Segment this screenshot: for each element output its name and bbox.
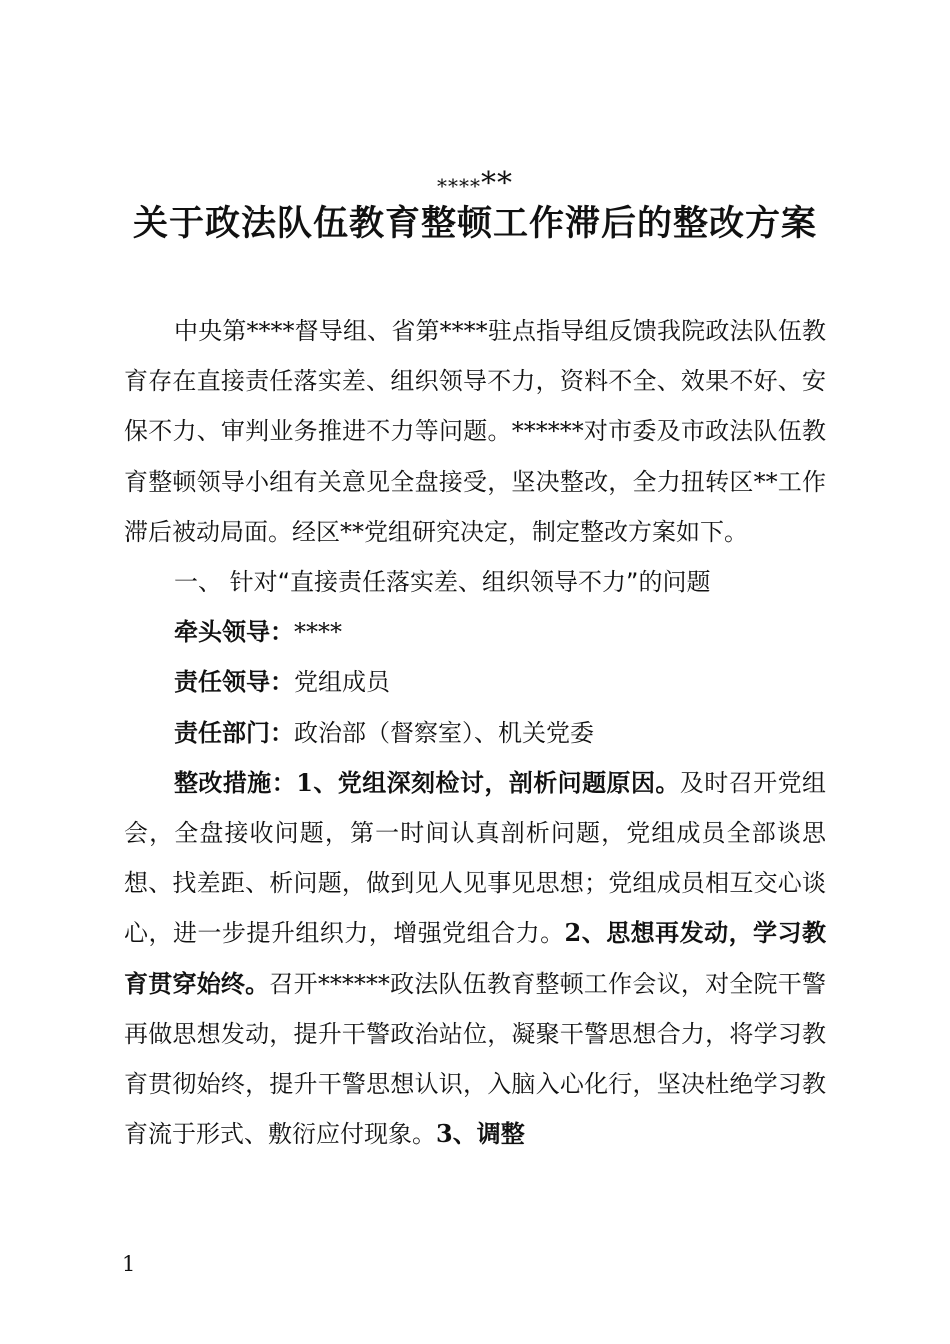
measure-1-title: 1、党组深刻检讨，剖析问题原因。: [296, 767, 680, 797]
lead-leader-value: ****: [294, 618, 342, 647]
page-number: 1: [122, 1252, 136, 1276]
responsible-leader-value: 党组成员: [294, 668, 390, 697]
subtitle-mask-suffix: **: [481, 166, 513, 201]
measures-label: 整改措施：: [174, 767, 297, 797]
document-body: [124, 306, 826, 1159]
section-heading: 一、 针对“直接责任落实差、组织领导不力”的问题: [174, 568, 711, 597]
responsible-department-line: [124, 708, 826, 758]
document-subtitle: [0, 166, 950, 204]
lead-leader-line: [124, 607, 826, 657]
intro-paragraph: 中央第****督导组、省第****驻点指导组反馈我院政法队伍教育存在直接责任落实差、组织领导不力，资料不全、效果不好、安保不力、审判业务推进不力等问题。******对市委及市政法队伍教育整顿领导小组有关意见全盘接受，坚决整改，全力扭转区**工作滞后被动局面。经区**党组研究决定，制定整改方案如下。: [124, 317, 826, 546]
measures-paragraph: [124, 758, 826, 1160]
measure-2-title: 2、思想再发动，学习教育贯穿始终。: [124, 918, 826, 998]
responsible-department-value: 政治部（督察室）、机关党委: [294, 718, 594, 747]
measure-1-text: 及时召开党组会，全盘接收问题，第一时间认真剖析问题，党组成员全部谈思想、找差距、析问题，做到见人见事见思想；党组成员相互交心谈心，进一步提升组织力，增强党组合力。: [124, 768, 827, 948]
document-title: 关于政法队伍教育整顿工作滞后的整改方案: [132, 203, 817, 244]
subtitle-mask: ****: [437, 174, 481, 198]
measure-3-title: 3、调整: [436, 1119, 525, 1149]
responsible-department-label: 责任部门：: [174, 718, 294, 747]
lead-leader-label: 牵头领导：: [174, 618, 294, 647]
responsible-leader-line: [124, 657, 826, 707]
measure-2-text: 召开******政法队伍教育整顿工作会议，对全院干警再做思想发动，提升干警政治站位，凝聚干警思想合力，将学习教育贯彻始终，提升干警思想认识，入脑入心化行，坚决杜绝学习教育流于形式、敷衍应付现象。: [124, 969, 827, 1149]
responsible-leader-label: 责任领导：: [174, 668, 294, 697]
